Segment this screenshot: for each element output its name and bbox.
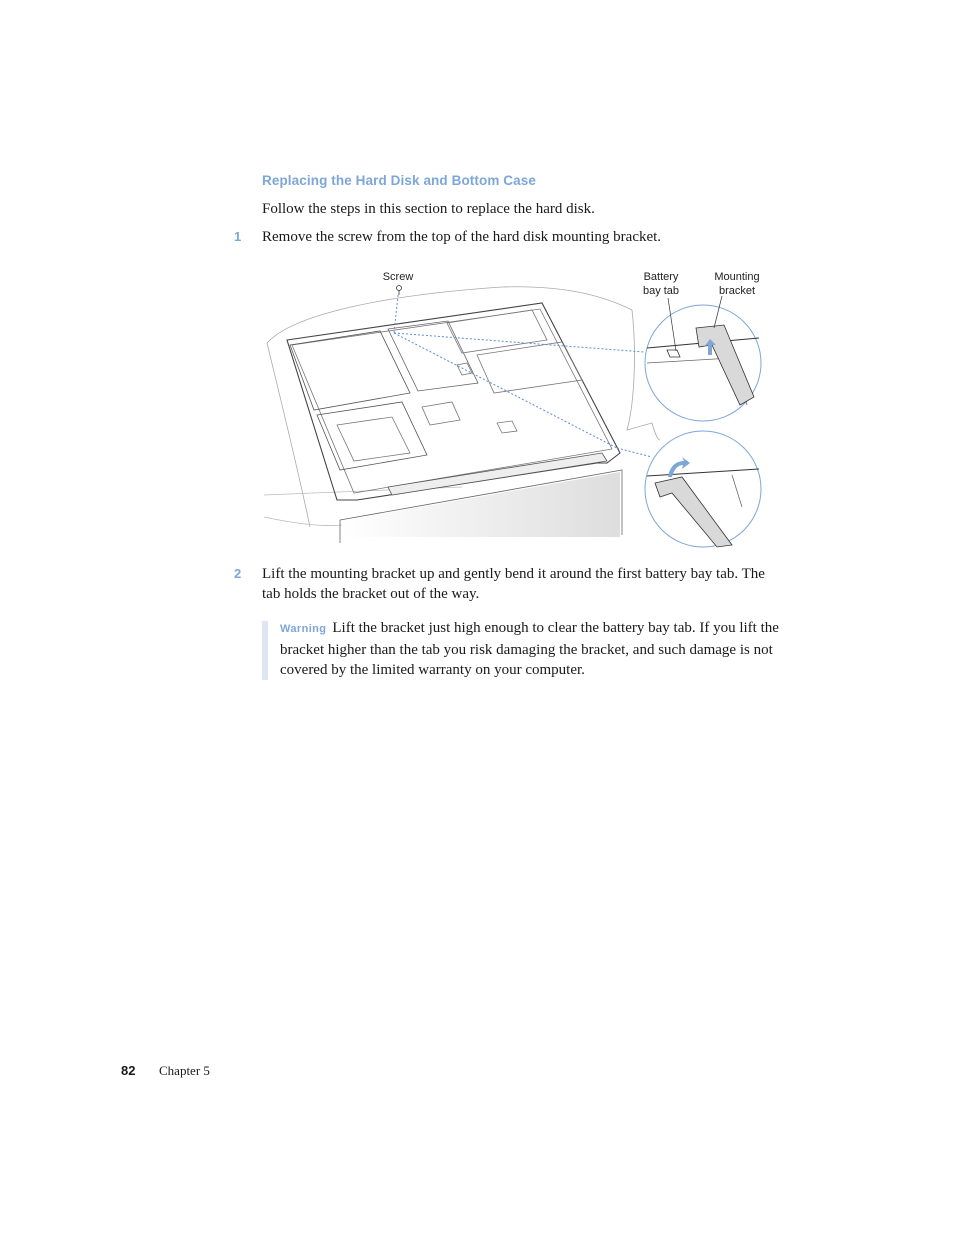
intro-paragraph: Follow the steps in this section to replace the hard disk. xyxy=(262,201,595,217)
step-2-text: Lift the mounting bracket up and gently bend it around the first battery bay tab. The tab holds the bracket out of the way. xyxy=(262,566,765,602)
battery-bay-tab-callout-line1: Battery xyxy=(643,271,679,283)
screw-callout-label: Screw xyxy=(382,271,414,283)
warning-text: Lift the bracket just high enough to clear the battery bay tab. If you lift the bracket higher than the tab you risk damaging the bracket, and such damage is not covered by the limited warranty on your computer. xyxy=(280,620,779,678)
warning-label: Warning xyxy=(280,623,327,635)
mounting-bracket-callout-line1: Mounting xyxy=(714,271,760,283)
section-heading: Replacing the Hard Disk and Bottom Case xyxy=(262,173,536,188)
step-1-number: 1 xyxy=(234,229,242,244)
mounting-bracket-callout-line2: bracket xyxy=(718,285,756,297)
detail-circle-top xyxy=(645,296,761,421)
detail-circle-bottom xyxy=(645,431,761,547)
hard-disk-bracket-illustration xyxy=(262,265,767,550)
screw-icon xyxy=(397,286,402,296)
chapter-label: Chapter 5 xyxy=(159,1063,210,1078)
warning-bar xyxy=(262,621,268,680)
page-number: 82 xyxy=(121,1063,136,1078)
step-1-text: Remove the screw from the top of the hard disk mounting bracket. xyxy=(262,229,662,245)
battery-bay-tab-callout-line2: bay tab xyxy=(642,285,680,297)
step-2-number: 2 xyxy=(234,566,242,581)
warning-note xyxy=(280,618,780,681)
